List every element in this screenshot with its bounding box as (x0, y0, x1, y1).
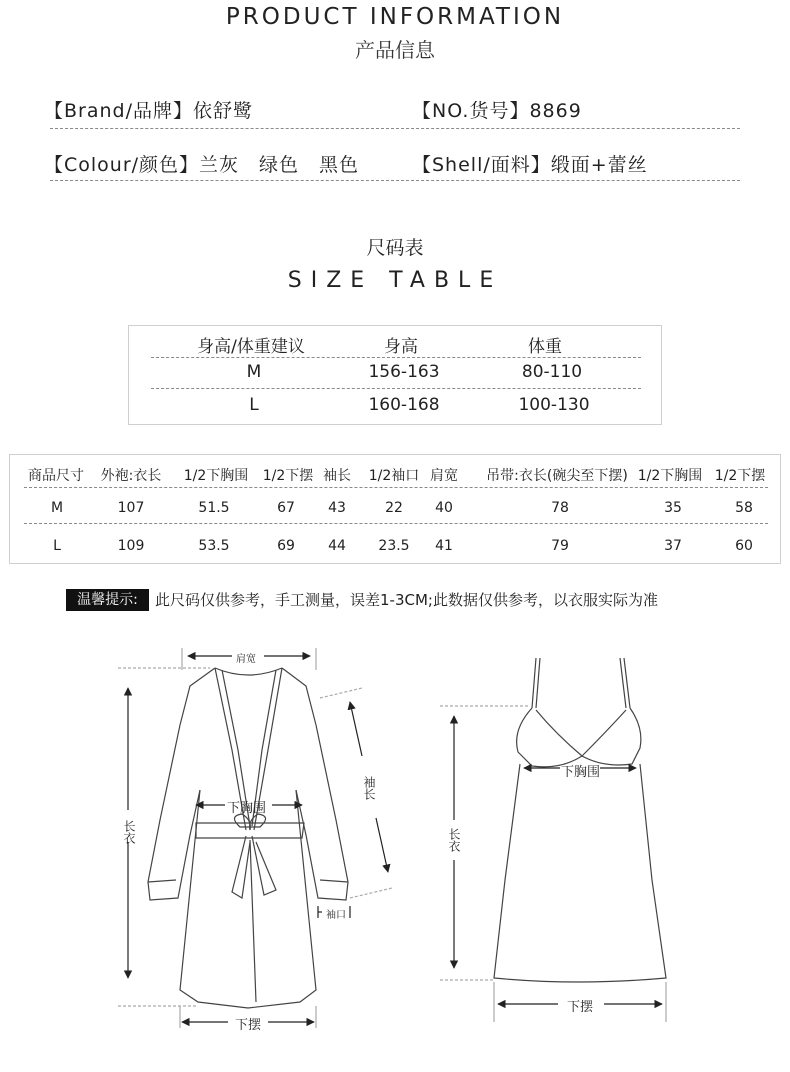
measure-header: 袖长 (323, 468, 351, 484)
measure-table (9, 454, 781, 564)
measure-header: 肩宽 (430, 468, 458, 484)
measure-cell: 67 (277, 500, 295, 516)
recommend-cell: 80-110 (521, 362, 583, 382)
item-number-info: 【NO.货号】8869 (412, 100, 582, 122)
robe-shoulder-label: 肩宽 (236, 654, 256, 665)
robe-sleeve-label: 袖长 (362, 776, 376, 800)
slip-dimension-lines (440, 706, 666, 1022)
measure-header: 1/2下摆 (262, 468, 314, 484)
measure-cell: 35 (664, 500, 682, 516)
recommend-cell: 160-168 (368, 395, 440, 415)
robe-underbust-label: 下胸围 (227, 801, 267, 816)
recommend-header: 体重 (528, 337, 562, 357)
measure-cell: 109 (117, 538, 145, 554)
measure-cell: 23.5 (378, 538, 410, 554)
garment-diagram (0, 630, 790, 1060)
measure-cell: L (53, 538, 61, 554)
recommend-header: 身高 (384, 337, 418, 357)
measure-cell: 51.5 (198, 500, 230, 516)
row-divider (24, 487, 768, 488)
recommend-cell: M (246, 362, 262, 382)
row-divider (151, 357, 641, 358)
shell-info: 【Shell/面料】缎面+蕾丝 (412, 154, 648, 176)
brand-info: 【Brand/品牌】依舒鹭 (44, 100, 253, 122)
measure-cell: 79 (551, 538, 569, 554)
recommend-table (128, 325, 662, 425)
measure-cell: 53.5 (198, 538, 230, 554)
measure-cell: M (50, 500, 64, 516)
measure-cell: 69 (277, 538, 295, 554)
measure-cell: 40 (435, 500, 453, 516)
measure-header: 1/2下摆 (714, 468, 766, 484)
measure-cell: 58 (735, 500, 753, 516)
robe-hem-label: 下摆 (235, 1018, 262, 1033)
measure-cell: 44 (328, 538, 346, 554)
robe-length-label: 长衣 (122, 820, 136, 844)
slip-hem-label: 下摆 (567, 1000, 594, 1015)
robe-cuff-label: 袖口 (326, 910, 346, 921)
measure-cell: 78 (551, 500, 569, 516)
page-title-en: PRODUCT INFORMATION (225, 4, 565, 30)
row-divider (24, 523, 768, 524)
divider-dashed (50, 180, 740, 181)
recommend-header: 身高/体重建议 (197, 337, 305, 357)
size-table-title-cn: 尺码表 (366, 237, 424, 259)
page-title-cn: 产品信息 (355, 38, 435, 62)
measure-header: 外袍:衣长 (100, 468, 162, 484)
slip-underbust-label: 下胸围 (561, 765, 601, 780)
slip-outline (494, 658, 666, 982)
recommend-cell: L (249, 395, 259, 415)
recommend-cell: 156-163 (368, 362, 440, 382)
measure-cell: 37 (664, 538, 682, 554)
measure-header: 商品尺寸 (28, 468, 84, 484)
robe-outline (148, 668, 348, 1008)
row-divider (151, 388, 641, 389)
measure-header: 1/2下胸围 (183, 468, 249, 484)
recommend-cell: 100-130 (518, 395, 590, 415)
divider-dashed (50, 128, 740, 129)
measure-cell: 41 (435, 538, 453, 554)
tip-badge: 温馨提示: (66, 589, 149, 611)
size-table-title-en: SIZE TABLE (287, 268, 503, 293)
measure-cell: 107 (117, 500, 145, 516)
slip-length-label: 长衣 (447, 828, 461, 852)
measure-cell: 43 (328, 500, 346, 516)
colour-info: 【Colour/颜色】兰灰 绿色 黑色 (44, 154, 360, 176)
measure-header: 1/2袖口 (368, 468, 420, 484)
measure-header: 1/2下胸围 (637, 468, 703, 484)
tip-text: 此尺码仅供参考，手工测量，误差1-3CM;此数据仅供参考，以衣服实际为准 (155, 591, 658, 609)
measure-cell: 60 (735, 538, 753, 554)
measure-cell: 22 (385, 500, 403, 516)
measure-header: 吊带:衣长(碗尖至下摆) (486, 468, 628, 484)
